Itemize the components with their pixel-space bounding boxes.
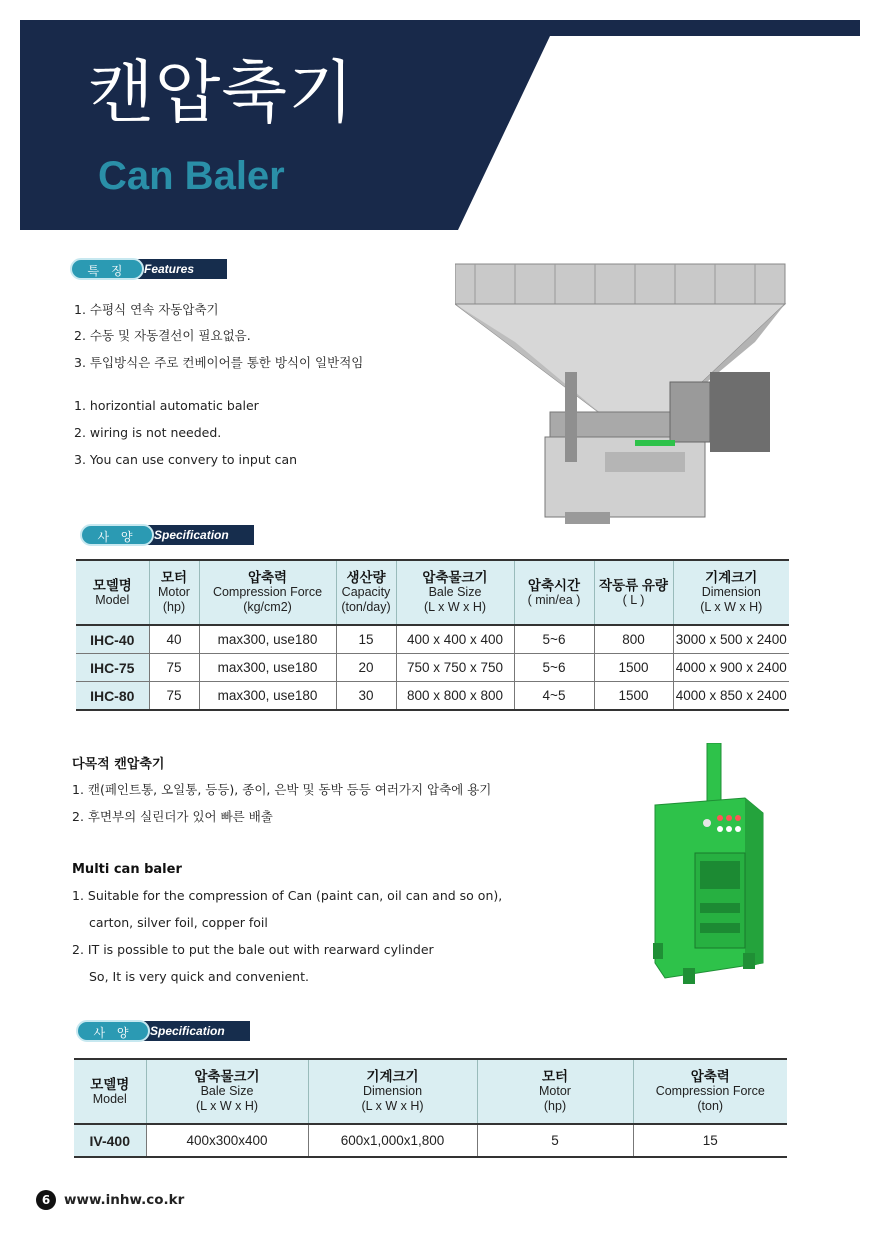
table-cell: IHC-80 [76, 682, 149, 711]
page-title-korean: 캔압축기 [88, 54, 355, 133]
spec1-header-model: 모델명 Model [76, 560, 149, 625]
spec2-header-dimension: 기계크기 Dimension (L x W x H) [308, 1059, 477, 1124]
table-cell: 30 [336, 682, 396, 711]
horizontal-can-baler-image [455, 262, 790, 527]
table-cell: max300, use180 [199, 682, 336, 711]
multi-en-3: 2. IT is possible to put the bale out with rearward cylinder [72, 942, 434, 957]
table-row [74, 1124, 787, 1157]
feature-en-3: 3. You can use convery to input can [74, 452, 298, 467]
spec2-table [74, 1058, 787, 1158]
spec2-header-bale-size: 압축물크기 Bale Size (L x W x H) [146, 1059, 308, 1124]
multi-en-2: carton, silver foil, copper foil [89, 915, 268, 930]
spec1-header-time: 압축시간 ( min/ea ) [514, 560, 594, 625]
spec1-header-compression: 압축력 Compression Force (kg/cm2) [199, 560, 336, 625]
features-badge-ko: 특 징 [70, 258, 144, 280]
table-cell: 400 x 400 x 400 [396, 625, 514, 654]
multi-title-ko: 다목적 캔압축기 [72, 757, 165, 772]
spec1-badge-en: Specification [144, 525, 254, 545]
table-cell: 1500 [594, 682, 673, 711]
spec1-table [76, 559, 789, 711]
table-cell: 4~5 [514, 682, 594, 711]
multi-title-en: Multi can baler [72, 862, 182, 877]
spec1-badge-ko: 사 양 [80, 524, 154, 546]
spec1-header-bale-size: 압축물크기 Bale Size (L x W x H) [396, 560, 514, 625]
spec2-badge-en: Specification [140, 1021, 250, 1041]
multi-en-1: 1. Suitable for the compression of Can (paint can, oil can and so on), [72, 888, 503, 903]
table-cell: IV-400 [74, 1124, 146, 1157]
table-cell: IHC-75 [76, 654, 149, 682]
table-cell: 15 [336, 625, 396, 654]
multi-ko-2: 2. 후면부의 실린더가 있어 빠른 배출 [72, 809, 273, 824]
table-cell: 400x300x400 [146, 1124, 308, 1157]
table-row [76, 654, 789, 682]
table-cell: 5~6 [514, 625, 594, 654]
table-cell: 5~6 [514, 654, 594, 682]
spec1-header-flow: 작동류 유량 ( L ) [594, 560, 673, 625]
table-cell: 750 x 750 x 750 [396, 654, 514, 682]
spec1-header-dimension: 기계크기 Dimension (L x W x H) [673, 560, 789, 625]
table-cell: 20 [336, 654, 396, 682]
table-cell: max300, use180 [199, 654, 336, 682]
spec2-header-model: 모델명 Model [74, 1059, 146, 1124]
table-cell: 75 [149, 682, 199, 711]
features-badge-en: Features [134, 259, 227, 279]
spec2-header-motor: 모터 Motor (hp) [477, 1059, 633, 1124]
vertical-can-baler-image [645, 743, 770, 988]
table-cell: 4000 x 850 x 2400 [673, 682, 789, 711]
multi-ko-1: 1. 캔(페인트통, 오일통, 등등), 종이, 은박 및 동박 등등 여러가지 압축에 용기 [72, 782, 492, 797]
feature-ko-2: 2. 수동 및 자동결선이 필요없음. [74, 328, 251, 343]
spec1-header-row [76, 560, 789, 625]
table-cell: 600x1,000x1,800 [308, 1124, 477, 1157]
table-cell: 800 x 800 x 800 [396, 682, 514, 711]
feature-en-1: 1. horizontial automatic baler [74, 398, 259, 413]
table-cell: 40 [149, 625, 199, 654]
spec2-header-row [74, 1059, 787, 1124]
page-number: 6 [36, 1190, 56, 1210]
table-cell: 3000 x 500 x 2400 [673, 625, 789, 654]
spec2-header-compression: 압축력 Compression Force (ton) [633, 1059, 787, 1124]
feature-ko-3: 3. 투입방식은 주로 컨베이어를 통한 방식이 일반적임 [74, 355, 364, 370]
feature-ko-1: 1. 수평식 연속 자동압축기 [74, 302, 219, 317]
table-row [76, 682, 789, 711]
multi-en-4: So, It is very quick and convenient. [89, 969, 309, 984]
table-row [76, 625, 789, 654]
table-cell: 15 [633, 1124, 787, 1157]
table-cell: 4000 x 900 x 2400 [673, 654, 789, 682]
table-cell: 1500 [594, 654, 673, 682]
table-cell: 75 [149, 654, 199, 682]
spec1-header-capacity: 생산량 Capacity (ton/day) [336, 560, 396, 625]
table-cell: 5 [477, 1124, 633, 1157]
feature-en-2: 2. wiring is not needed. [74, 425, 222, 440]
table-cell: IHC-40 [76, 625, 149, 654]
spec1-header-motor: 모터 Motor (hp) [149, 560, 199, 625]
spec2-badge-ko: 사 양 [76, 1020, 150, 1042]
page-title-english: Can Baler [98, 154, 285, 198]
website-url: www.inhw.co.kr [64, 1192, 185, 1208]
table-cell: max300, use180 [199, 625, 336, 654]
table-cell: 800 [594, 625, 673, 654]
